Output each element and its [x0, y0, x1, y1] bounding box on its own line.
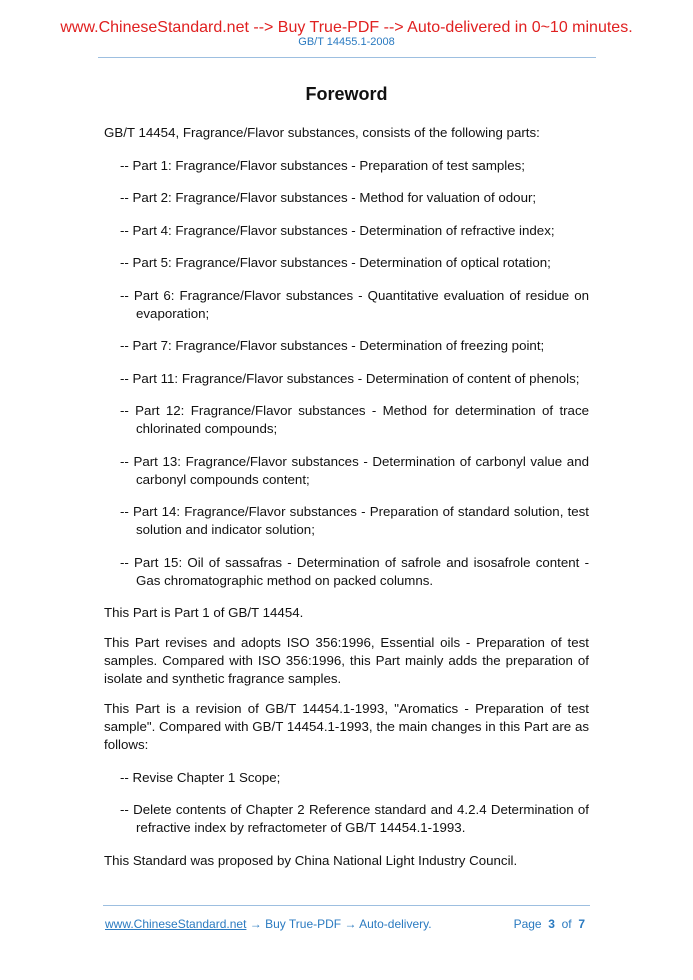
header-divider: [98, 57, 596, 58]
part-item: -- Part 11: Fragrance/Flavor substances - Determination of content of phenols;: [120, 370, 580, 386]
revision-paragraph: This Part is a revision of GB/T 14454.1-1993, "Aromatics - Preparation of test sample". Compared with GB/T 14454.1-1993, the main changes in this Part are as follows:: [104, 701, 589, 752]
part-item: -- Part 15: Oil of sassafras - Determination of safrole and isosafrole content - Gas chromatographic method on packed columns.: [120, 554, 589, 588]
page-current: 3: [548, 917, 555, 931]
intro-paragraph: GB/T 14454, Fragrance/Flavor substances, consists of the following parts:: [104, 125, 540, 140]
page-total: 7: [578, 917, 585, 931]
part-item: -- Part 13: Fragrance/Flavor substances - Determination of carbonyl value and carbonyl compounds content;: [120, 453, 589, 487]
part-item: -- Part 5: Fragrance/Flavor substances - Determination of optical rotation;: [120, 255, 551, 270]
page-indicator: [514, 917, 585, 931]
document-body: [104, 124, 589, 884]
part-item: -- Part 14: Fragrance/Flavor substances - Preparation of standard solution, test solution and indicator solution;: [120, 504, 589, 537]
change-item: -- Delete contents of Chapter 2 Reference standard and 4.2.4 Determination of refractive index by refractometer of GB/T 14454.1-1993.: [120, 802, 589, 835]
part-item: -- Part 12: Fragrance/Flavor substances - Method for determination of trace chlorinated compounds;: [120, 403, 589, 436]
part-item: -- Part 1: Fragrance/Flavor substances - Preparation of test samples;: [120, 157, 525, 173]
part-item: -- Part 6: Fragrance/Flavor substances - Quantitative evaluation of residue on evaporation;: [120, 287, 589, 321]
adopts-paragraph: This Part revises and adopts ISO 356:1996, Essential oils - Preparation of test samples. Compared with ISO 356:1996, this Part mainly adds the preparation of isolate and synthetic fragrance samples.: [104, 635, 589, 686]
change-item: -- Revise Chapter 1 Scope;: [120, 769, 281, 785]
footer-text: → Buy True-PDF → Auto-delivery.: [246, 917, 432, 931]
page-title: Foreword: [305, 84, 388, 104]
page-label: Page: [513, 917, 542, 931]
promo-banner: www.ChineseStandard.net --> Buy True-PDF --> Auto-delivered in 0~10 minutes.: [60, 19, 633, 36]
part-item: -- Part 7: Fragrance/Flavor substances - Determination of freezing point;: [120, 338, 545, 353]
part-item: -- Part 4: Fragrance/Flavor substances - Determination of refractive index;: [120, 222, 555, 238]
part-item: -- Part 2: Fragrance/Flavor substances - Method for valuation of odour;: [120, 190, 537, 205]
footer-link[interactable]: www.ChineseStandard.net: [105, 917, 247, 931]
page-of: of: [561, 917, 572, 931]
standard-code: GB/T 14455.1-2008: [298, 36, 395, 48]
part-of-paragraph: This Part is Part 1 of GB/T 14454.: [104, 605, 304, 620]
footer-divider: [103, 905, 590, 906]
proposed-paragraph: This Standard was proposed by China National Light Industry Council.: [104, 852, 518, 868]
page-footer: [105, 917, 585, 931]
